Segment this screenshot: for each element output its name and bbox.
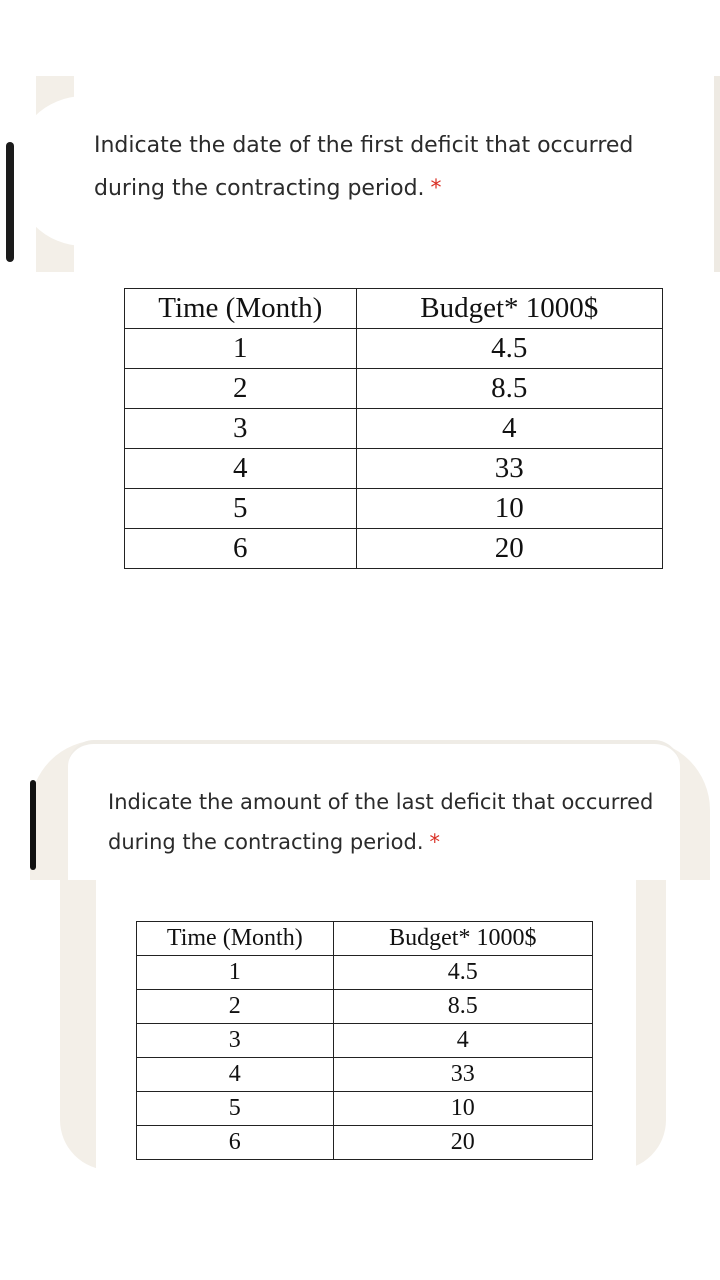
time-cell: 6 xyxy=(137,1126,334,1160)
budget-cell: 8.5 xyxy=(356,369,662,409)
table-header-row xyxy=(137,922,593,956)
table-row xyxy=(125,529,663,569)
question-text: Indicate the amount of the last deficit that occurred during the contracting period. xyxy=(108,790,654,854)
budget-cell: 10 xyxy=(333,1092,592,1126)
table-row xyxy=(125,329,663,369)
budget-cell: 4.5 xyxy=(333,956,592,990)
budget-cell: 33 xyxy=(356,449,662,489)
table-header-row xyxy=(125,289,663,329)
column-header-budget: Budget* 1000$ xyxy=(356,289,662,329)
question-card-2 xyxy=(0,738,720,1170)
question-card-1 xyxy=(0,76,720,588)
time-cell: 2 xyxy=(137,990,334,1024)
budget-cell: 20 xyxy=(356,529,662,569)
budget-cell: 20 xyxy=(333,1126,592,1160)
time-cell: 1 xyxy=(137,956,334,990)
required-asterisk: * xyxy=(430,176,442,201)
budget-cell: 4 xyxy=(333,1024,592,1058)
budget-cell: 10 xyxy=(356,489,662,529)
table-row xyxy=(137,1126,593,1160)
column-header-time: Time (Month) xyxy=(125,289,357,329)
table-row xyxy=(137,1024,593,1058)
time-cell: 1 xyxy=(125,329,357,369)
column-header-budget: Budget* 1000$ xyxy=(333,922,592,956)
table-row xyxy=(137,956,593,990)
budget-cell: 8.5 xyxy=(333,990,592,1024)
required-asterisk: * xyxy=(429,830,441,854)
budget-cell: 4.5 xyxy=(356,329,662,369)
scroll-edge xyxy=(30,780,36,870)
table-row xyxy=(137,990,593,1024)
table-row xyxy=(125,369,663,409)
column-header-time: Time (Month) xyxy=(137,922,334,956)
time-cell: 3 xyxy=(137,1024,334,1058)
time-cell: 6 xyxy=(125,529,357,569)
time-cell: 2 xyxy=(125,369,357,409)
table-row xyxy=(137,1058,593,1092)
time-cell: 4 xyxy=(125,449,357,489)
table-row xyxy=(125,449,663,489)
table-row xyxy=(125,409,663,449)
time-cell: 5 xyxy=(137,1092,334,1126)
time-cell: 4 xyxy=(137,1058,334,1092)
budget-cell: 4 xyxy=(356,409,662,449)
question-title xyxy=(94,124,694,210)
budget-table xyxy=(136,921,593,1160)
scroll-edge xyxy=(6,142,14,262)
budget-cell: 33 xyxy=(333,1058,592,1092)
table-row xyxy=(125,489,663,529)
time-cell: 3 xyxy=(125,409,357,449)
question-text: Indicate the date of the first deficit that occurred during the contracting period. xyxy=(94,133,634,201)
table-row xyxy=(137,1092,593,1126)
question-title xyxy=(108,782,668,862)
time-cell: 5 xyxy=(125,489,357,529)
budget-table xyxy=(124,288,663,569)
